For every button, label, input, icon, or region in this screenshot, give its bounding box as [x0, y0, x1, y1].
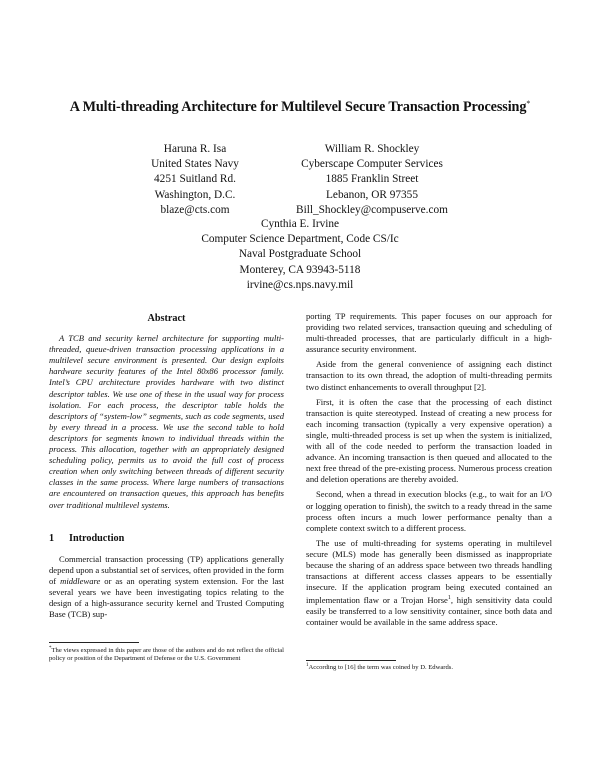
author-department: Computer Science Department, Code CS/Ic — [201, 233, 399, 246]
left-column — [49, 311, 284, 624]
intro-paragraph — [49, 554, 284, 621]
footnote-mark: 1 — [306, 663, 309, 668]
title-footnote-mark: * — [526, 99, 531, 108]
intro-emphasis: middleware — [60, 575, 101, 586]
section-title: Introduction — [69, 532, 125, 544]
paragraph-continued: porting TP requirements. This paper focuses on our approach for providing two related services, transaction queuing and scheduling of multi-threaded processes, that are particularly difficult in a high-assurance security environment. — [306, 311, 552, 355]
abstract-heading: Abstract — [147, 313, 186, 324]
author-email: blaze@cts.com — [160, 203, 230, 216]
right-column — [306, 311, 552, 633]
footnote-mark: * — [49, 646, 52, 651]
mls-text-part2: , high sensitivity data could easily be transferred to a low sensitivity container, since both data and container would be available in the same address space. — [306, 595, 552, 628]
author-email: irvine@cs.nps.navy.mil — [246, 278, 354, 291]
footnote-rule-right — [306, 660, 396, 661]
footnote-rule-left — [49, 642, 139, 643]
intro-text-part1: Commercial transaction processing (TP) applications generally depend upon a substantial set of services, often provided in the form of — [49, 553, 284, 586]
section-number: 1 — [49, 532, 55, 544]
title-text: A Multi-threading Architecture for Multilevel Secure Transaction Processing — [69, 99, 527, 115]
author-address-line2: Washington, D.C. — [154, 188, 236, 201]
author-address-line1: 4251 Suitland Rd. — [154, 173, 236, 186]
abstract-body: A TCB and security kernel architecture for supporting multi-threaded, queue-driven transaction processing applications in a multilevel secure environment is presented. Our design exploits hardware security features of the Intel 80x86 processor family. Intel’s CPU architecture provides hardware with two distinct descriptor tables. We use one of these in the usual way for process isolation. For each process, the descriptor table holds the descriptors of “system-low” segments, such as code segments, used by every thread in a process. We use the second table to hold descriptors for segments known to individual threads within the process. This allocation, together with an appropriately designed scheduling policy, permits us to avoid the full cost of process creation when only switching between threads of different security classes in the same process. Where large numbers of transactions are encountered on transaction queues, this approach has benefits over traditional multilevel systems. — [49, 333, 284, 510]
author-affiliation: Cyberscape Computer Services — [301, 158, 443, 171]
author-school: Naval Postgraduate School — [238, 248, 362, 261]
footnote-text: The views expressed in this paper are those of the authors and do not reflect the official policy or position of the Department of Defense or the U.S. Government — [49, 647, 284, 663]
footnote-right — [306, 662, 552, 672]
author-name: Haruna R. Isa — [163, 143, 227, 155]
author-address-line1: 1885 Franklin Street — [325, 173, 419, 186]
author-block-shockley — [272, 142, 472, 218]
paragraph-multithreading: Aside from the general convenience of assigning each distinct transaction to its own thread, the adoption of multi-threading permits two distinct enhancements to overall throughput [2]. — [306, 359, 552, 392]
mls-text-part1: The use of multi-threading for systems operating in multilevel secure (MLS) mode has generally been dismissed as inappropriate because the sharing of an address space between two threads handling transactions at different access classes appears to be essentially insecure. If the application program being executed contained an implementation flaw or a Trojan Horse — [306, 537, 552, 606]
author-affiliation: United States Navy — [151, 158, 239, 171]
intro-text-part2: or as an operating system extension. For the last several years we have been investigating topics relating to the design of a high-assurance security kernel and Trusted Computing Base (TCB) sup- — [49, 575, 285, 620]
paper-title — [0, 99, 600, 116]
author-name: Cynthia E. Irvine — [260, 218, 340, 230]
footnote-text: According to [16] the term was coined by D. Edwards. — [308, 664, 453, 671]
author-email: Bill_Shockley@compuserve.com — [296, 203, 448, 216]
paragraph-mls — [306, 538, 552, 629]
author-address: Monterey, CA 93943-5118 — [239, 263, 361, 276]
footnote-left — [49, 645, 284, 664]
author-block-irvine — [140, 217, 460, 293]
footnote-ref: 1 — [447, 595, 451, 602]
paragraph-first: First, it is often the case that the processing of each distinct transaction is quite stereotyped. Instead of creating a new process for each incoming transaction (typically a very expensive operation) a single, multi-threaded process is set up when the system is initialized, with all of the code needed to perform the transaction loaded in advance. An incoming transaction is then queued and allocated to the next free thread of the pre-existing process. Numerous process creation and deletion operations are thereby avoided. — [306, 396, 552, 485]
paragraph-second: Second, when a thread in execution blocks (e.g., to wait for an I/O or logging operation to finish), the switch to a ready thread in the same process often incurs a much lower performance penalty than a complete context switch to a different process. — [306, 489, 552, 533]
author-name: William R. Shockley — [324, 143, 420, 155]
section-heading-introduction — [49, 533, 284, 544]
author-address-line2: Lebanon, OR 97355 — [326, 188, 418, 201]
author-block-isa — [130, 142, 260, 218]
